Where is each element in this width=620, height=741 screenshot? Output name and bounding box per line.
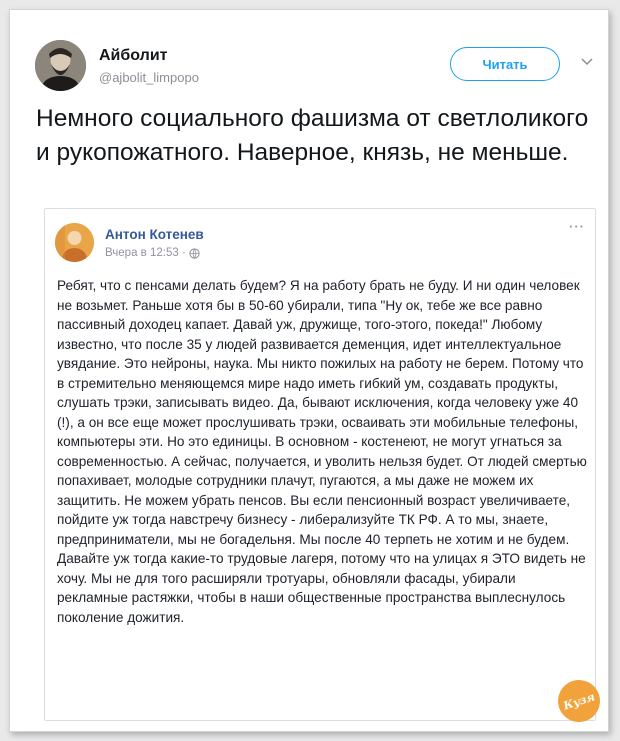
fb-author-avatar[interactable] [55,223,94,262]
author-handle[interactable]: @ajbolit_limpopo [99,70,199,85]
author-name[interactable]: Айболит [99,47,168,64]
tweet-card [9,9,609,732]
more-options-icon[interactable]: ··· [569,219,585,234]
embedded-facebook-post [44,208,596,721]
profile-photo-icon [55,223,94,262]
globe-icon [189,248,200,259]
bearded-man-portrait-icon [35,40,86,91]
fb-post-meta [105,247,200,259]
follow-button[interactable]: Читать [450,47,560,81]
author-avatar[interactable] [35,40,86,91]
fb-timestamp[interactable]: Вчера в 12:53 · [105,247,186,259]
watermark-label: Кузя [561,689,597,713]
tweet-text: Немного социального фашизма от светлоликого и рукопожатного. Наверное, князь, не меньше. [36,105,589,166]
fb-author-name[interactable]: Антон Котенев [105,227,204,242]
chevron-down-icon[interactable] [580,54,594,68]
fb-post-text: Ребят, что с пенсами делать будем? Я на работу брать не буду. И ни один человек не возьмет. Раньше хотя бы в 50-60 убирали, типа "Ну ок, тебе же все равно пассивный доходец капает. Давай уж, дружище, того-этого, покеда!" Любому известно, что после 35 у людей развивается деменция, идет интеллектуальное увядание. Это нейроны, наука. Мы никто пожилых на работу не берем. Потому что в стремительно меняющемся мире надо иметь гибкий ум, создавать продукты, слушать трэки, записывать видео. Да, бывают исключения, когда человеку уже 40 (!), а он все еще может прослушивать трэки, осваивать эти мобильные телефоны, компьютеры эти. Но это единицы. В основном - костенеют, не могут угнаться за современностью. А сейчас, получается, и уволить нельзя будет. От людей смертью попахивает, молодые сотрудники плачут, пугаются, а мы даже не можем их защитить. Не можем убрать пенсов. Вы если пенсионный возраст увеличиваете, пойдите уж тогда навстречу бизнесу - либерализуйте ТК РФ. А то мы, знаете, предприниматели, мы не богадельня. Мы после 40 терпеть не хотим и не будем. Давайте уж тогда какие-то трудовые лагеря, потому что на улицах я ЭТО видеть не хочу. Мы не для того расширяли тротуары, обновляли фасады, убирали рекламные растяжки, чтобы в наши общественные пространства выплеснулось поколение дожития. [57,278,587,625]
